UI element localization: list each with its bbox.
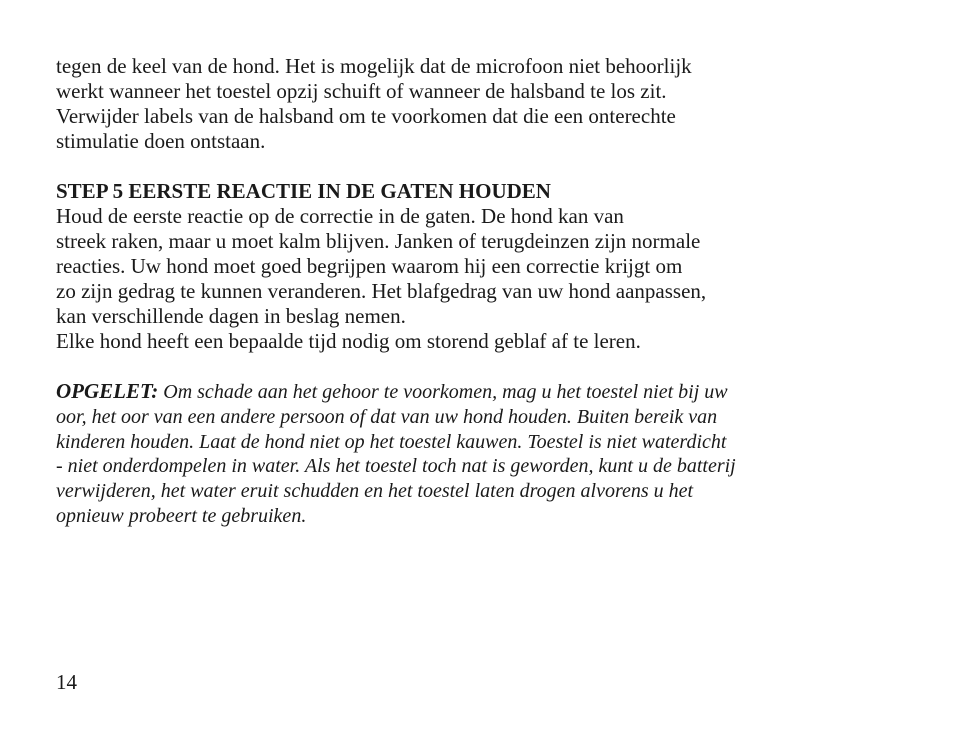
warning-line: opnieuw probeert te gebruiken. [56,504,307,527]
intro-line: stimulatie doen ontstaan. [56,129,266,153]
step-5-line: reacties. Uw hond moet goed begrijpen waarom hij een correctie krijgt om [56,254,683,278]
warning-label: OPGELET: [56,379,159,403]
page-number: 14 [56,670,77,694]
step-5-heading: STEP 5 EERSTE REACTIE IN DE GATEN HOUDEN [56,179,551,203]
paragraph-spacer [56,154,926,179]
intro-paragraph [56,54,926,154]
step-5-line: kan verschillende dagen in beslag nemen. [56,304,406,328]
warning-line: oor, het oor van een andere persoon of dat van uw hond houden. Buiten bereik van [56,405,718,428]
intro-line: Verwijder labels van de halsband om te voorkomen dat die een onterechte [56,104,676,128]
step-5-section [56,179,926,354]
warning-line: - niet onderdompelen in water. Als het toestel toch nat is geworden, kunt u de batterij [56,455,736,478]
warning-line: kinderen houden. Laat de hond niet op het toestel kauwen. Toestel is niet waterdicht [56,430,727,453]
intro-line: tegen de keel van de hond. Het is mogelijk dat de microfoon niet behoorlijk [56,54,692,78]
intro-line: werkt wanneer het toestel opzij schuift of wanneer de halsband te los zit. [56,79,667,103]
manual-page-content [56,54,926,529]
step-5-line: streek raken, maar u moet kalm blijven. Janken of terugdeinzen zijn normale [56,229,701,253]
warning-line: verwijderen, het water eruit schudden en het toestel laten drogen alvorens u het [56,480,694,503]
warning-first-line [56,379,926,405]
warning-text: Om schade aan het gehoor te voorkomen, mag u het toestel niet bij uw [163,381,728,403]
step-5-line: zo zijn gedrag te kunnen veranderen. Het blafgedrag van uw hond aanpassen, [56,279,707,303]
warning-section [56,379,926,529]
step-5-line: Houd de eerste reactie op de correctie in de gaten. De hond kan van [56,204,624,228]
paragraph-spacer [56,354,926,379]
step-5-line: Elke hond heeft een bepaalde tijd nodig om storend geblaf af te leren. [56,329,641,353]
